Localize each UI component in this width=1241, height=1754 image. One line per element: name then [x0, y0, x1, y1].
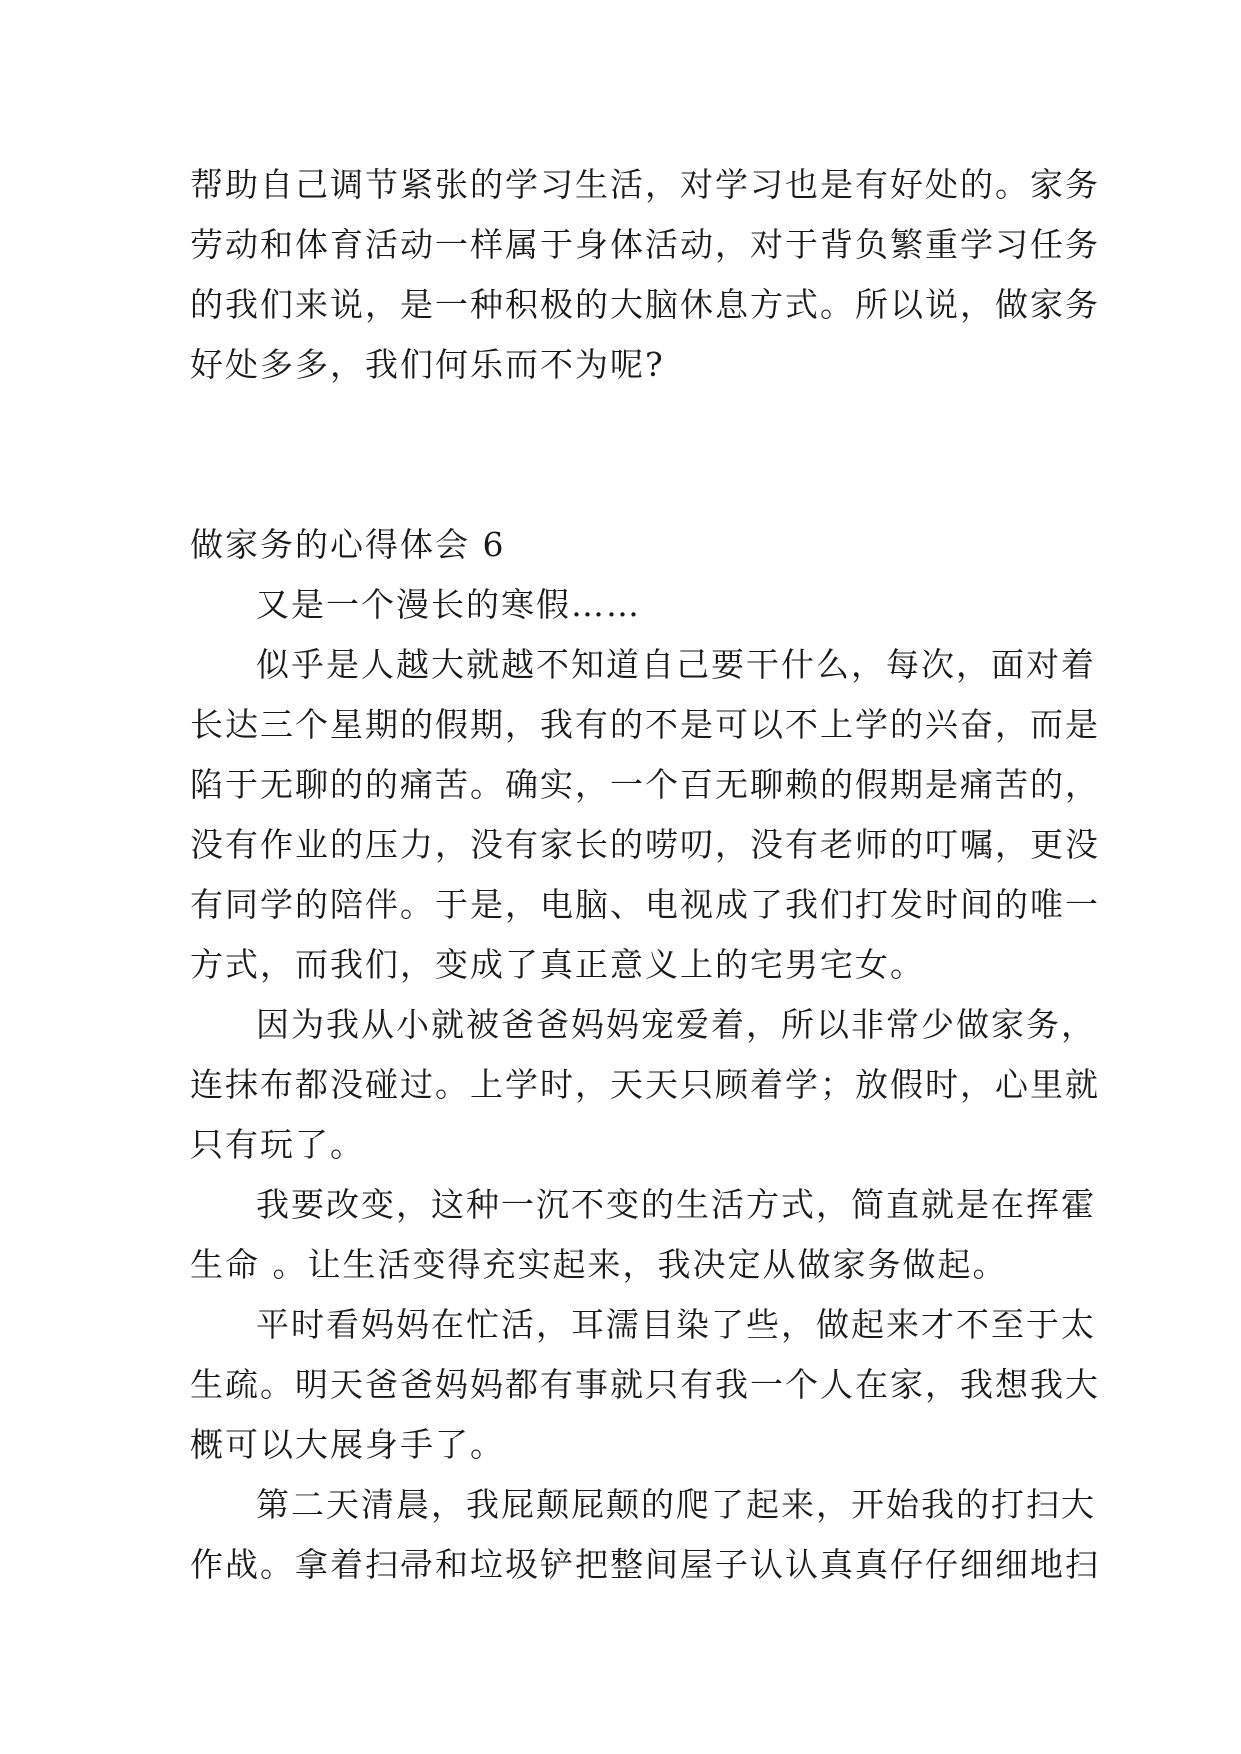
text-line: 连抹布都没碰过。上学时，天天只顾着学；放假时，心里就	[190, 1065, 1100, 1104]
text-line: 我要改变，这种一沉不变的生活方式，简直就是在挥霍	[256, 1185, 1096, 1224]
text-line: 生命 。让生活变得充实起来，我决定从做家务做起。	[190, 1245, 1008, 1284]
text-line: 好处多多，我们何乐而不为呢?	[190, 345, 665, 384]
text-line: 第二天清晨，我屁颠屁颠的爬了起来，开始我的打扫大	[256, 1485, 1096, 1524]
intro-paragraph	[190, 155, 1100, 395]
text-line: 陷于无聊的的痛苦。确实，一个百无聊赖的假期是痛苦的，	[190, 765, 1100, 804]
text-line: 作战。拿着扫帚和垃圾铲把整间屋子认认真真仔仔细细地扫	[190, 1545, 1100, 1584]
text-line: 有同学的陪伴。于是，电脑、电视成了我们打发时间的唯一	[190, 885, 1100, 924]
text-line: 没有作业的压力，没有家长的唠叨，没有老师的叮嘱，更没	[190, 825, 1100, 864]
text-line: 又是一个漫长的寒假……	[256, 585, 641, 624]
text-line: 帮助自己调节紧张的学习生活，对学习也是有好处的。家务	[190, 165, 1100, 204]
section-title: 做家务的心得体会 6	[190, 525, 506, 564]
text-line: 平时看妈妈在忙活，耳濡目染了些，做起来才不至于太	[256, 1305, 1096, 1344]
text-line: 长达三个星期的假期，我有的不是可以不上学的兴奋，而是	[190, 705, 1100, 744]
text-line: 生疏。明天爸爸妈妈都有事就只有我一个人在家，我想我大	[190, 1365, 1100, 1404]
section-body	[190, 515, 1100, 1595]
text-line: 只有玩了。	[190, 1125, 365, 1164]
text-line: 因为我从小就被爸爸妈妈宠爱着，所以非常少做家务，	[256, 1005, 1096, 1044]
text-line: 概可以大展身手了。	[190, 1425, 505, 1464]
text-line: 似乎是人越大就越不知道自己要干什么，每次，面对着	[256, 645, 1096, 684]
text-line: 的我们来说，是一种积极的大脑休息方式。所以说，做家务	[190, 285, 1100, 324]
text-line: 方式，而我们，变成了真正意义上的宅男宅女。	[190, 945, 925, 984]
text-line: 劳动和体育活动一样属于身体活动，对于背负繁重学习任务	[190, 225, 1100, 264]
